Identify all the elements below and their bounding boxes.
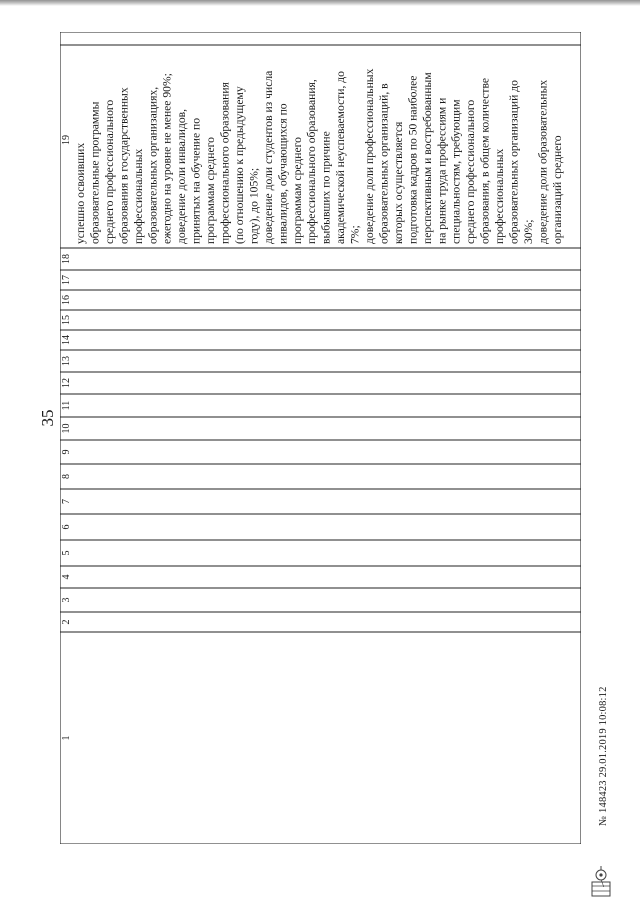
column-number-16: 16 (61, 295, 72, 305)
column-number-10: 10 (61, 423, 72, 434)
scan-edge-shadow (0, 0, 640, 6)
column-number-19: 19 (61, 135, 72, 145)
col19-text-line: перспективным и востребованным (420, 72, 434, 244)
col19-text-line: образования в государственных (117, 87, 131, 244)
rotated-table (60, 32, 581, 844)
column-number-7: 7 (61, 499, 72, 504)
column-number-5: 5 (61, 550, 72, 556)
col19-text-line: образовательных организаций, в (377, 83, 391, 244)
column-number-18: 18 (61, 254, 72, 264)
col19-text-line: среднего профессионального (102, 99, 116, 245)
registration-stamp: № 148423 29.01.2019 10:08:12 (598, 686, 609, 826)
column-number-6: 6 (61, 524, 72, 530)
column-number-13: 13 (61, 356, 72, 366)
col19-text-line: образовательных организаций до (507, 80, 521, 244)
col19-text-line: академической неуспеваемости, до (334, 71, 348, 244)
col19-text-line: профессиональных (131, 148, 145, 244)
col19-text-line: доведение доли образовательных (536, 79, 550, 244)
col19-text-line: принятых на обучение по (189, 117, 203, 244)
page-number: 35 (38, 409, 57, 427)
column-number-3: 3 (61, 597, 72, 603)
col19-text-line: выбывших по причине (319, 131, 333, 244)
corner-mark: \ (601, 878, 605, 890)
column-number-14: 14 (61, 335, 72, 345)
col19-text-line: (по отношению к предыдущему (232, 86, 246, 244)
column-number-15: 15 (61, 315, 72, 325)
col19-text-line: образовательные программы (88, 101, 102, 244)
col19-text-line: доведение доли профессиональных (363, 68, 376, 244)
col19-text-line: программам среднего (204, 137, 218, 244)
col19-text-line: доведение доли инвалидов, (175, 108, 189, 245)
col19-text-line: специальностям, требующим (449, 99, 463, 244)
col19-text-line: подготовка кадров по 50 наиболее (406, 75, 420, 244)
col19-text-line: успешно освоивших (74, 142, 87, 244)
col19-text-line: программам среднего (290, 137, 304, 244)
column-number-8: 8 (61, 474, 72, 479)
column-number-4: 4 (61, 574, 72, 580)
col19-text-line: ежегодно на уровне не менее 90%; (160, 73, 174, 244)
column-number-2: 2 (61, 619, 72, 625)
col19-text-line: образования, в общем количестве (478, 77, 492, 244)
column-number-11: 11 (61, 400, 72, 411)
col19-text-line: 30%; (521, 219, 535, 244)
column-number-17: 17 (61, 275, 72, 285)
col19-text-line: 7%; (348, 225, 362, 244)
col19-text-line: доведение доли студентов из числа (261, 70, 275, 244)
col19-text-line: профессионального образования, (305, 79, 319, 244)
col19-text-line: которых осуществляется (391, 121, 405, 244)
col19-text-line: году), до 105%; (247, 167, 261, 244)
column-number-1: 1 (61, 735, 72, 741)
col19-text-line: на рынке труда профессиям и (435, 97, 449, 244)
col19-text-line: инвалидов, обучающихся по (276, 103, 290, 244)
column-number-9: 9 (61, 449, 72, 455)
col19-text-line: организаций среднего (550, 135, 564, 244)
col19-text-line: профессиональных (493, 148, 507, 244)
column-number-12: 12 (61, 378, 72, 388)
col19-text-line: профессионального образования (218, 82, 232, 244)
col19-text-line: образовательных организациях, (146, 86, 160, 244)
col19-text-line: среднего профессионального (464, 99, 478, 244)
